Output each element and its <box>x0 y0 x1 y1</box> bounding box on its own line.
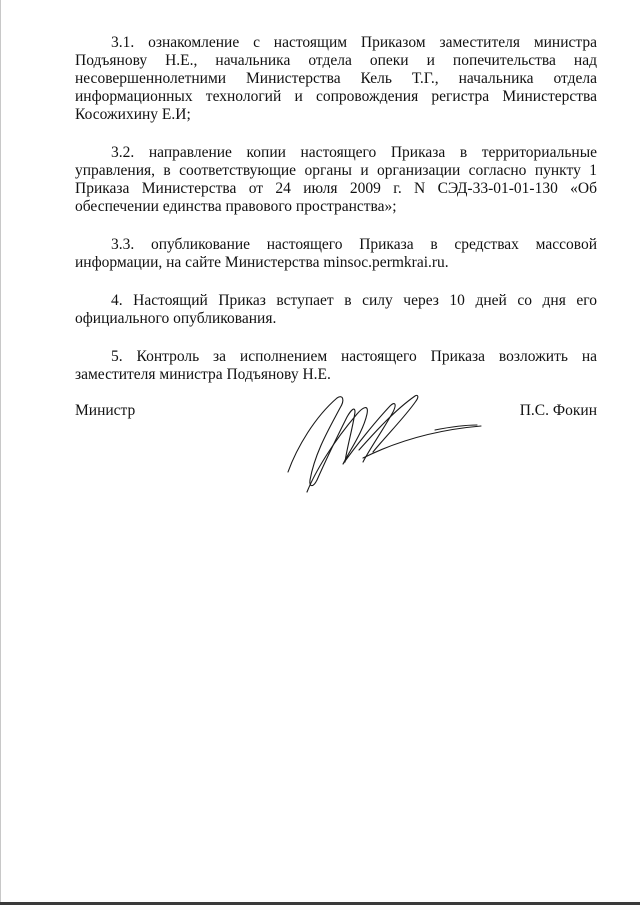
signature-block <box>75 402 597 502</box>
signatory-title: Министр <box>75 402 136 419</box>
handwritten-signature <box>285 392 485 502</box>
document-body <box>75 34 597 404</box>
signatory-name: П.С. Фокин <box>519 402 597 419</box>
paragraph-5: 5. Контроль за исполнением настоящего Приказа возложить на заместителя министра Подъянову Н.Е. <box>75 348 597 383</box>
paragraph-4: 4. Настоящий Приказ вступает в силу через 10 дней со дня его официального опубликования. <box>75 292 597 327</box>
paragraph-3-1: 3.1. ознакомление с настоящим Приказом заместителя министра Подъянову Н.Е., начальника отдела опеки и попечительства над несовершеннолетними Министерства Кель Т.Г., начальника отдела информационных технологий и сопровождения регистра Министерства Косожихину Е.И; <box>75 34 597 123</box>
page-left-edge <box>0 0 1 905</box>
paragraph-3-3: 3.3. опубликование настоящего Приказа в средствах массовой информации, на сайте Министерства minsoc.permkrai.ru. <box>75 236 597 271</box>
paragraph-3-2: 3.2. направление копии настоящего Приказа в территориальные управления, в соответствующие органы и организации согласно пункту 1 Приказа Министерства от 24 июля 2009 г. N СЭД-33-01-01-130 «Об обеспечении единства правового пространства»; <box>75 144 597 215</box>
